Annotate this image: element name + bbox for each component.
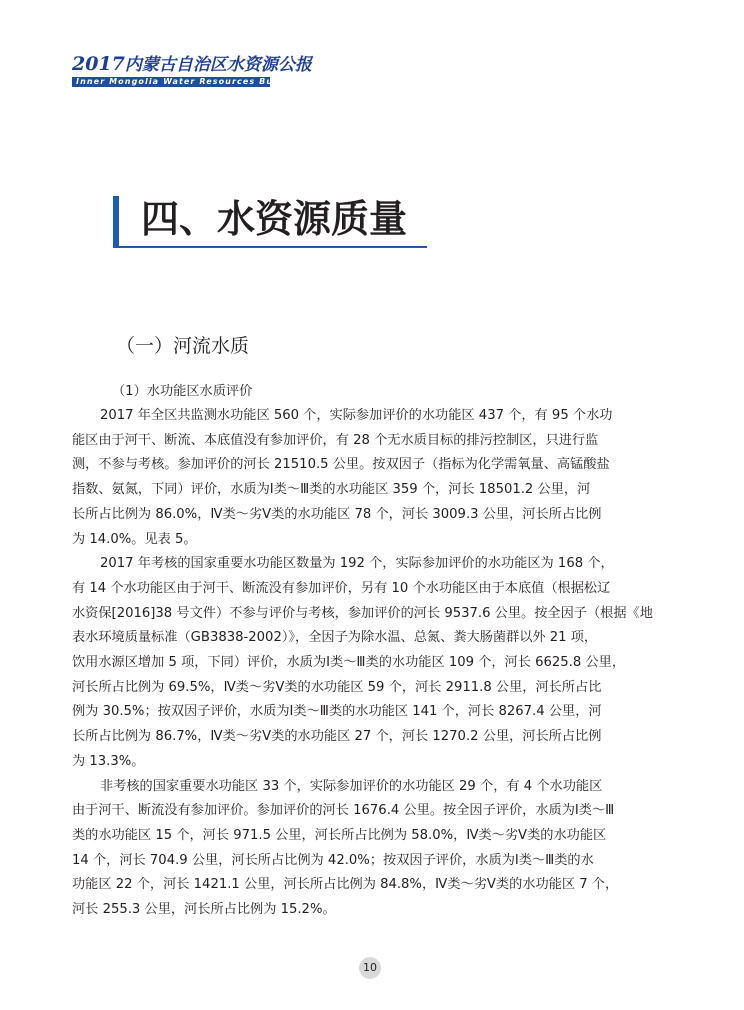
paragraph-line: 为 13.3%。	[72, 753, 145, 769]
bulletin-title	[72, 54, 312, 75]
bulletin-subtitle: Inner Mongolia Water Resources Bulletin	[72, 77, 270, 87]
paragraph-line: 水资保[2016]38 号文件）不参与评价与考核，参加评价的河长 9537.6 公里。按全因子（根据《地	[72, 605, 653, 621]
paragraph-line: 饮用水源区增加 5 项，下同）评价，水质为Ⅰ类～Ⅲ类的水功能区 109 个，河长 6625.8 公里，	[72, 655, 626, 671]
page-number: 10	[359, 957, 381, 979]
paragraph-line: 河长 255.3 公里，河长所占比例为 15.2%。	[72, 902, 336, 918]
paragraph-line: 河长所占比例为 69.5%，Ⅳ类～劣Ⅴ类的水功能区 59 个，河长 2911.8 公里，河长所占比	[72, 679, 602, 695]
paragraph-line: 2017 年考核的国家重要水功能区数量为 192 个，实际参加评价的水功能区为 168 个，	[100, 556, 614, 572]
chapter-accent-bar	[113, 196, 119, 248]
bulletin-header	[72, 54, 312, 87]
subsection-title: （1）水功能区水质评价	[112, 384, 253, 399]
paragraph-line: 长所占比例为 86.0%，Ⅳ类～劣Ⅴ类的水功能区 78 个，河长 3009.3 公里，河长所占比例	[72, 506, 602, 522]
paragraph-list	[72, 404, 680, 923]
body-content	[72, 380, 680, 923]
section-title: （一）河流水质	[116, 335, 250, 357]
paragraph-line: 指数、氨氮，下同）评价，水质为Ⅰ类～Ⅲ类的水功能区 359 个，河长 18501.2 公里，河	[72, 482, 591, 498]
paragraph-line: 表水环境质量标准（GB3838-2002）》，全因子为除水温、总氮、粪大肠菌群以外 21 项，	[72, 630, 598, 646]
paragraph-line: 能区由于河干、断流、本底值没有参加评价，有 28 个无水质目标的排污控制区，只进行监	[72, 432, 599, 448]
paragraph-line: 2017 年全区共监测水功能区 560 个，实际参加评价的水功能区 437 个，有 95 个水功	[100, 408, 613, 423]
paragraph-line: 功能区 22 个，河长 1421.1 公里，河长所占比例为 84.8%，Ⅳ类～劣Ⅴ类的水功能区 7 个，	[72, 877, 619, 893]
paragraph-line: 由于河干、断流没有参加评价。参加评价的河长 1676.4 公里。按全因子评价，水质为Ⅰ类～Ⅲ	[72, 803, 615, 819]
chapter-heading	[113, 196, 427, 248]
paragraph-line: 类的水功能区 15 个，河长 971.5 公里，河长所占比例为 58.0%，Ⅳ类～劣Ⅴ类的水功能区	[72, 827, 607, 843]
chapter-title: 四、水资源质量	[141, 196, 408, 241]
paragraph-line: 为 14.0%。见表 5。	[72, 531, 197, 547]
paragraph-line: 有 14 个水功能区由于河干、断流没有参加评价，另有 10 个水功能区由于本底值（根据松辽	[72, 580, 611, 596]
chapter-underline	[119, 246, 427, 248]
body-paragraph	[72, 775, 680, 923]
body-paragraph	[72, 552, 680, 774]
paragraph-line: 非考核的国家重要水功能区 33 个，实际参加评价的水功能区 29 个，有 4 个水功能区	[100, 778, 603, 794]
paragraph-line: 测，不参与考核。参加评价的河长 21510.5 公里。按双因子（指标为化学需氧量、高锰酸盐	[72, 457, 610, 473]
bulletin-name: 内蒙古自治区水资源公报	[124, 55, 312, 75]
paragraph-line: 14 个，河长 704.9 公里，河长所占比例为 42.0%；按双因子评价，水质为Ⅰ类～Ⅲ类的水	[72, 852, 594, 868]
bulletin-year: 2017	[72, 53, 125, 75]
paragraph-line: 长所占比例为 86.7%，Ⅳ类～劣Ⅴ类的水功能区 27 个，河长 1270.2 公里，河长所占比例	[72, 729, 602, 745]
body-paragraph	[72, 404, 680, 552]
paragraph-line: 例为 30.5%；按双因子评价，水质为Ⅰ类～Ⅲ类的水功能区 141 个，河长 8267.4 公里，河	[72, 704, 602, 720]
